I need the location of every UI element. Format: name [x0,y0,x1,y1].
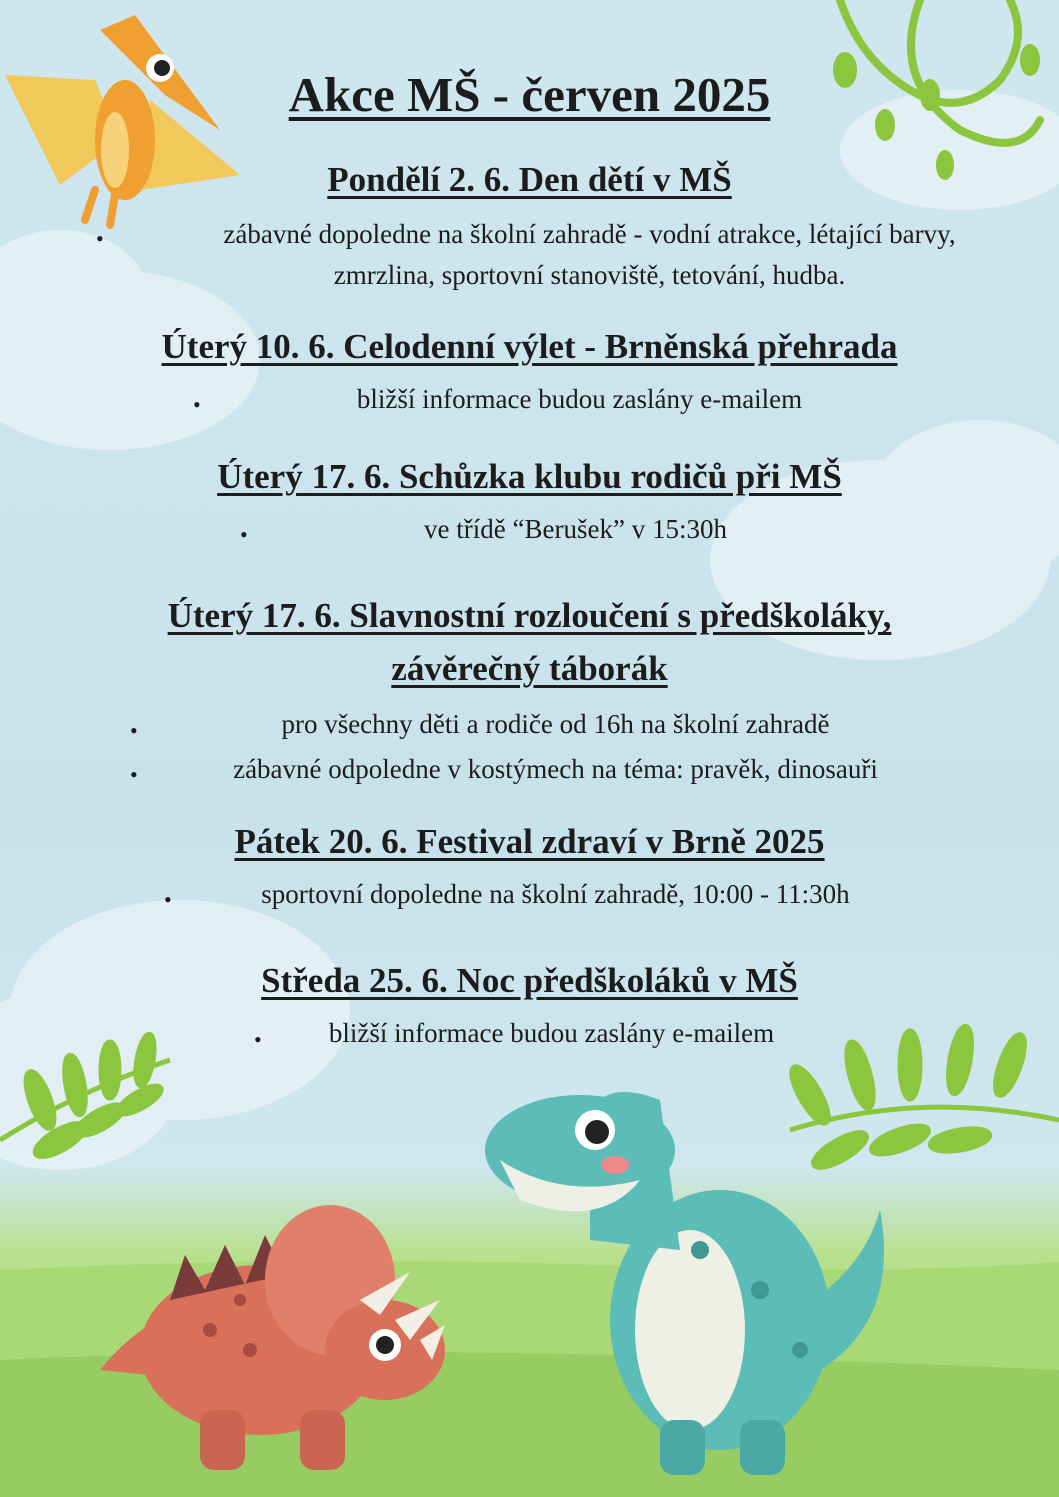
event-item: zábavné odpoledne v kostýmech na téma: pravěk, dinosauři [233,754,878,784]
event-heading-noc: Středa 25. 6. Noc předškoláků v MŠ [261,961,798,1000]
event-heading-den-deti: Pondělí 2. 6. Den dětí v MŠ [327,160,732,199]
bullet: • [254,1027,262,1052]
bullet: • [130,718,138,743]
event-heading-taborak: závěrečný táborák [391,649,668,688]
event-item: sportovní dopoledne na školní zahradě, 10:00 - 11:30h [261,879,850,909]
event-item: bližší informace budou zaslány e-mailem [328,1018,775,1048]
event-item: bližší informace budou zaslány e-mailem [356,384,803,414]
bullet: • [130,762,138,787]
event-item: zmrzlina, sportovní stanoviště, tetování, hudba. [333,260,846,290]
bullet: • [193,392,201,417]
bullet: • [164,887,172,912]
event-heading-rozlouceni: Úterý 17. 6. Slavnostní rozloučení s předškoláky, [167,596,892,635]
event-item: ve třídě “Berušek” v 15:30h [424,514,727,544]
event-item: zábavné dopoledne na školní zahradě - vodní atrakce, létající barvy, [223,219,956,249]
event-item: pro všechny děti a rodiče od 16h na školní zahradě [281,709,830,739]
event-heading-schuzka: Úterý 17. 6. Schůzka klubu rodičů při MŠ [217,457,842,496]
event-heading-festival: Pátek 20. 6. Festival zdraví v Brně 2025 [234,822,825,861]
bullet: • [240,522,248,547]
page-title: Akce MŠ - červen 2025 [288,67,771,122]
bullet: • [96,226,104,251]
event-heading-vylet: Úterý 10. 6. Celodenní výlet - Brněnská přehrada [161,327,898,366]
